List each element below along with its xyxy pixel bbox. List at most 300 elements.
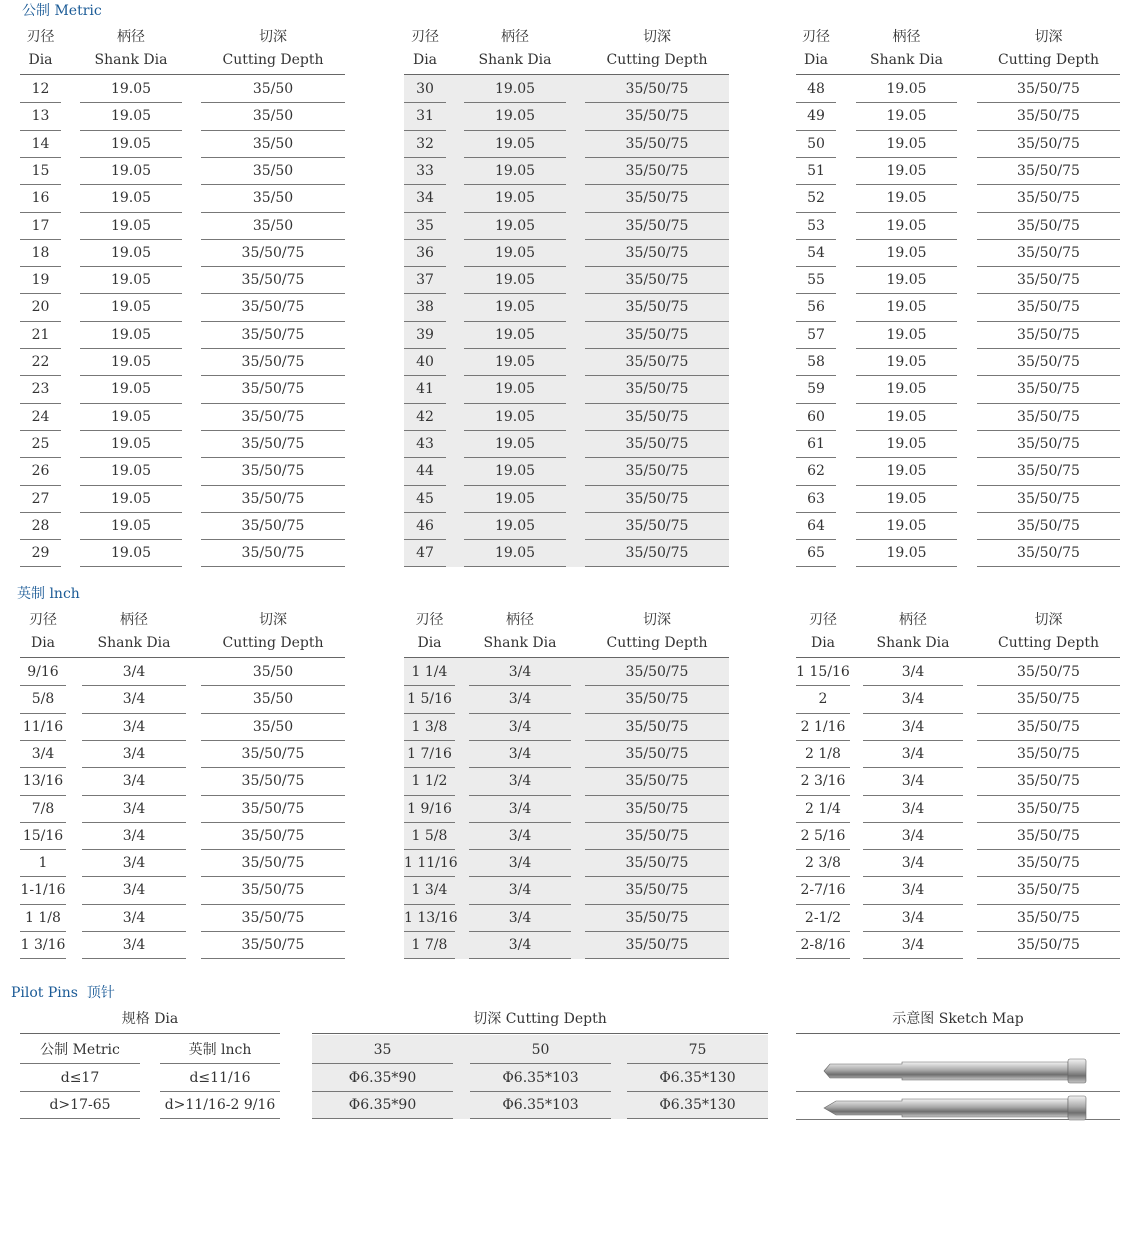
inch-cell-dia: 1 5/16 <box>407 691 452 708</box>
pilot-spec-header: 规格 Dia <box>121 1011 179 1027</box>
inch-cell-shank: 3/4 <box>901 664 925 680</box>
inch-cell-dia: 1 7/16 <box>407 745 452 762</box>
metric-cell-dia: 48 <box>807 81 825 97</box>
metric-header-dia-en: Dia <box>28 52 53 68</box>
metric-cell-shank: 19.05 <box>494 463 536 480</box>
inch-cell-depth: 35/50 <box>252 664 294 680</box>
inch-cell-shank: 3/4 <box>122 773 146 790</box>
inch-cell-dia: 1 5/8 <box>411 827 448 844</box>
inch-cell-shank: 3/4 <box>901 718 925 735</box>
inch-row-divider <box>977 958 1120 959</box>
pilot-row-depth-value: Φ6.35*130 <box>659 1070 736 1086</box>
inch-cell-depth: 35/50/75 <box>625 882 689 899</box>
inch-cell-dia: 1-1/16 <box>20 882 66 899</box>
metric-cell-depth: 35/50/75 <box>241 354 305 370</box>
metric-cell-depth: 35/50/75 <box>1017 435 1080 452</box>
inch-cell-dia: 2 1/8 <box>805 745 841 762</box>
pilot-row-metric: d≤17 <box>60 1070 100 1086</box>
pilot-section-title: Pilot Pins 顶针 <box>11 985 115 1001</box>
inch-cell-depth: 35/50/75 <box>625 855 689 872</box>
metric-cell-dia: 58 <box>807 354 825 370</box>
inch-cell-depth: 35/50/75 <box>1017 882 1080 899</box>
metric-cell-depth: 35/50/75 <box>1017 517 1080 534</box>
metric-cell-shank: 19.05 <box>886 162 927 179</box>
metric-header-rule <box>404 74 729 75</box>
metric-row-divider <box>856 566 957 567</box>
inch-cell-dia: 1 3/4 <box>411 882 448 899</box>
metric-cell-dia: 22 <box>31 354 50 370</box>
metric-cell-depth: 35/50/75 <box>241 435 305 452</box>
metric-cell-shank: 19.05 <box>494 190 536 207</box>
metric-header-depth-en: Cutting Depth <box>606 52 708 68</box>
metric-cell-dia: 57 <box>807 326 825 343</box>
metric-header-shank-cn: 柄径 <box>501 29 529 45</box>
inch-cell-shank: 3/4 <box>901 800 925 817</box>
inch-cell-depth: 35/50/75 <box>1017 745 1080 762</box>
metric-header-shank-cn: 柄径 <box>117 29 145 45</box>
metric-header-rule <box>796 74 1120 75</box>
metric-cell-shank: 19.05 <box>110 463 152 480</box>
metric-cell-depth: 35/50 <box>252 217 294 234</box>
metric-cell-dia: 49 <box>807 108 825 125</box>
inch-header-depth-en: Cutting Depth <box>606 635 708 651</box>
metric-cell-shank: 19.05 <box>494 490 536 507</box>
inch-cell-shank: 3/4 <box>122 691 146 708</box>
metric-cell-dia: 30 <box>416 81 434 97</box>
metric-cell-shank: 19.05 <box>494 108 536 125</box>
metric-cell-dia: 24 <box>31 408 50 425</box>
inch-cell-depth: 35/50/75 <box>241 882 305 899</box>
inch-cell-depth: 35/50/75 <box>1017 937 1080 953</box>
metric-cell-dia: 38 <box>416 299 434 316</box>
inch-cell-dia: 2 5/16 <box>800 827 846 844</box>
metric-cell-shank: 19.05 <box>110 381 152 398</box>
metric-cell-dia: 29 <box>31 545 50 562</box>
metric-cell-dia: 56 <box>807 299 825 316</box>
inch-cell-depth: 35/50/75 <box>241 800 305 817</box>
inch-cell-shank: 3/4 <box>901 882 925 899</box>
pilot-depth-col-header: 75 <box>688 1042 707 1058</box>
inch-cell-depth: 35/50/75 <box>1017 718 1080 735</box>
metric-cell-shank: 19.05 <box>886 326 927 343</box>
metric-cell-dia: 13 <box>31 108 50 125</box>
metric-cell-shank: 19.05 <box>886 354 927 370</box>
pilot-depth-col-header: 50 <box>531 1042 550 1058</box>
metric-cell-shank: 19.05 <box>494 162 536 179</box>
inch-cell-shank: 3/4 <box>901 745 925 762</box>
metric-cell-depth: 35/50/75 <box>625 435 689 452</box>
metric-cell-shank: 19.05 <box>110 272 152 289</box>
metric-cell-dia: 31 <box>416 108 434 125</box>
metric-header-depth-cn: 切深 <box>1034 29 1063 45</box>
pilot-row-divider <box>470 1118 611 1119</box>
metric-cell-shank: 19.05 <box>886 435 927 452</box>
inch-header-shank-en: Shank Dia <box>483 635 557 651</box>
metric-cell-dia: 26 <box>31 463 50 480</box>
metric-cell-dia: 42 <box>416 408 434 425</box>
inch-cell-shank: 3/4 <box>122 937 146 953</box>
inch-cell-shank: 3/4 <box>122 800 146 817</box>
metric-cell-depth: 35/50/75 <box>1017 545 1080 562</box>
metric-cell-depth: 35/50/75 <box>241 463 305 480</box>
metric-cell-shank: 19.05 <box>110 108 152 125</box>
metric-cell-shank: 19.05 <box>110 244 152 261</box>
metric-cell-dia: 46 <box>416 517 434 534</box>
inch-header-rule <box>404 657 729 658</box>
metric-cell-dia: 36 <box>416 244 434 261</box>
pilot-depth-col-rule <box>470 1063 611 1064</box>
inch-cell-dia: 1 1/8 <box>25 909 61 926</box>
metric-cell-shank: 19.05 <box>494 545 536 562</box>
metric-cell-dia: 59 <box>807 381 825 398</box>
metric-row-divider <box>20 566 61 567</box>
metric-cell-dia: 62 <box>807 463 825 480</box>
inch-cell-dia: 2 3/8 <box>805 855 841 872</box>
inch-cell-dia: 1 <box>38 855 48 872</box>
inch-cell-shank: 3/4 <box>508 882 532 899</box>
inch-cell-dia: 1 13/16 <box>404 909 458 926</box>
metric-cell-dia: 47 <box>416 545 434 562</box>
metric-cell-shank: 19.05 <box>110 545 152 562</box>
metric-cell-shank: 19.05 <box>886 408 927 425</box>
inch-section-title: 英制 lnch <box>17 586 80 602</box>
metric-cell-dia: 18 <box>31 244 50 261</box>
inch-row-divider <box>201 958 345 959</box>
inch-row-divider <box>863 958 963 959</box>
metric-cell-depth: 35/50/75 <box>1017 326 1080 343</box>
inch-cell-shank: 3/4 <box>901 937 925 953</box>
inch-cell-shank: 3/4 <box>122 664 146 680</box>
metric-cell-dia: 41 <box>416 381 434 398</box>
metric-cell-shank: 19.05 <box>886 299 927 316</box>
metric-cell-depth: 35/50 <box>252 81 294 97</box>
metric-cell-dia: 45 <box>416 490 434 507</box>
metric-cell-depth: 35/50/75 <box>1017 244 1080 261</box>
metric-cell-depth: 35/50/75 <box>625 135 689 152</box>
inch-cell-dia: 9/16 <box>27 664 59 680</box>
metric-cell-shank: 19.05 <box>110 326 152 343</box>
inch-cell-depth: 35/50/75 <box>625 800 689 817</box>
metric-cell-shank: 19.05 <box>886 217 927 234</box>
metric-cell-dia: 60 <box>807 408 825 425</box>
pilot-row-depth-value: Φ6.35*103 <box>502 1097 579 1113</box>
pilot-row-depth-value: Φ6.35*103 <box>502 1070 579 1086</box>
pilot-metric-header-rule <box>20 1063 140 1064</box>
pilot-inch-header: 英制 lnch <box>188 1042 252 1058</box>
metric-header-depth-cn: 切深 <box>643 29 671 45</box>
metric-cell-dia: 16 <box>31 190 50 207</box>
pilot-row-divider <box>312 1118 453 1119</box>
metric-cell-depth: 35/50/75 <box>625 108 689 125</box>
metric-cell-shank: 19.05 <box>110 299 152 316</box>
metric-cell-depth: 35/50 <box>252 190 294 207</box>
inch-cell-depth: 35/50/75 <box>625 664 689 680</box>
inch-cell-depth: 35/50/75 <box>241 937 305 953</box>
pilot-depth-rule <box>312 1033 768 1034</box>
inch-cell-shank: 3/4 <box>122 745 146 762</box>
inch-cell-dia: 7/8 <box>31 800 55 817</box>
inch-cell-depth: 35/50/75 <box>1017 664 1080 680</box>
inch-cell-shank: 3/4 <box>508 773 532 790</box>
inch-cell-dia: 1 3/16 <box>20 937 66 953</box>
metric-row-divider <box>404 566 446 567</box>
inch-header-shank-en: Shank Dia <box>876 635 950 651</box>
metric-cell-depth: 35/50/75 <box>625 517 689 534</box>
inch-cell-shank: 3/4 <box>508 664 532 680</box>
metric-cell-dia: 27 <box>31 490 50 507</box>
inch-cell-dia: 2 1/16 <box>800 718 846 735</box>
inch-cell-shank: 3/4 <box>122 909 146 926</box>
metric-cell-depth: 35/50/75 <box>1017 162 1080 179</box>
metric-cell-shank: 19.05 <box>886 81 927 97</box>
metric-cell-shank: 19.05 <box>494 354 536 370</box>
inch-header-dia-cn: 刃径 <box>29 612 57 628</box>
inch-cell-depth: 35/50/75 <box>241 909 305 926</box>
inch-cell-shank: 3/4 <box>122 827 146 844</box>
metric-header-depth-en: Cutting Depth <box>222 52 324 68</box>
metric-cell-depth: 35/50/75 <box>241 381 305 398</box>
metric-cell-depth: 35/50/75 <box>241 408 305 425</box>
metric-cell-depth: 35/50/75 <box>625 490 689 507</box>
inch-cell-shank: 3/4 <box>508 909 532 926</box>
pilot-sketch-rule <box>796 1033 1120 1034</box>
inch-cell-dia: 1 11/16 <box>404 855 458 872</box>
metric-cell-depth: 35/50/75 <box>625 299 689 316</box>
inch-cell-shank: 3/4 <box>122 855 146 872</box>
inch-header-depth-en: Cutting Depth <box>997 635 1099 651</box>
inch-cell-depth: 35/50/75 <box>625 691 689 708</box>
metric-cell-depth: 35/50/75 <box>241 545 305 562</box>
inch-cell-dia: 15/16 <box>22 827 64 844</box>
inch-cell-dia: 1 7/8 <box>411 937 448 953</box>
metric-cell-depth: 35/50/75 <box>241 490 305 507</box>
metric-section-title: 公制 Metric <box>22 3 102 19</box>
metric-cell-depth: 35/50/75 <box>1017 135 1080 152</box>
metric-header-rule <box>20 74 345 75</box>
metric-cell-dia: 55 <box>807 272 825 289</box>
metric-cell-shank: 19.05 <box>494 381 536 398</box>
pilot-depth-col-header: 35 <box>373 1042 392 1058</box>
pilot-sketch-mid-rule <box>796 1091 1120 1092</box>
metric-cell-dia: 44 <box>416 463 434 480</box>
metric-cell-dia: 34 <box>416 190 434 207</box>
metric-cell-depth: 35/50/75 <box>625 244 689 261</box>
metric-cell-depth: 35/50/75 <box>1017 463 1080 480</box>
metric-cell-dia: 37 <box>416 272 434 289</box>
inch-cell-shank: 3/4 <box>508 827 532 844</box>
inch-cell-depth: 35/50/75 <box>625 718 689 735</box>
inch-row-divider <box>796 958 850 959</box>
metric-cell-shank: 19.05 <box>110 135 152 152</box>
metric-cell-dia: 54 <box>807 244 825 261</box>
metric-cell-depth: 35/50/75 <box>1017 354 1080 370</box>
inch-cell-dia: 1 3/8 <box>411 718 448 735</box>
pilot-row-divider <box>627 1118 768 1119</box>
metric-cell-shank: 19.05 <box>110 517 152 534</box>
inch-cell-depth: 35/50/75 <box>1017 909 1080 926</box>
inch-cell-shank: 3/4 <box>508 800 532 817</box>
pilot-sketch-header: 示意图 Sketch Map <box>892 1011 1024 1027</box>
metric-cell-depth: 35/50/75 <box>1017 81 1080 97</box>
inch-cell-depth: 35/50/75 <box>241 827 305 844</box>
metric-cell-shank: 19.05 <box>886 244 927 261</box>
metric-cell-shank: 19.05 <box>494 272 536 289</box>
inch-cell-shank: 3/4 <box>508 937 532 953</box>
metric-cell-depth: 35/50/75 <box>1017 217 1080 234</box>
metric-cell-shank: 19.05 <box>110 190 152 207</box>
metric-cell-depth: 35/50/75 <box>625 463 689 480</box>
metric-header-dia-cn: 刃径 <box>802 29 830 45</box>
inch-cell-dia: 13/16 <box>22 773 64 790</box>
metric-cell-depth: 35/50/75 <box>625 354 689 370</box>
pilot-row-depth-value: Φ6.35*90 <box>348 1097 417 1113</box>
inch-cell-dia: 1 1/2 <box>411 773 448 790</box>
metric-cell-shank: 19.05 <box>494 517 536 534</box>
inch-cell-shank: 3/4 <box>901 691 925 708</box>
metric-cell-shank: 19.05 <box>886 463 927 480</box>
metric-cell-depth: 35/50/75 <box>1017 272 1080 289</box>
inch-cell-shank: 3/4 <box>122 882 146 899</box>
metric-cell-shank: 19.05 <box>494 135 536 152</box>
inch-row-divider <box>20 958 66 959</box>
inch-cell-shank: 3/4 <box>508 745 532 762</box>
metric-cell-dia: 15 <box>31 162 50 179</box>
inch-row-divider <box>82 958 186 959</box>
metric-cell-dia: 40 <box>416 354 434 370</box>
metric-cell-depth: 35/50/75 <box>625 545 689 562</box>
metric-cell-dia: 61 <box>807 435 825 452</box>
metric-cell-dia: 12 <box>31 81 50 97</box>
inch-cell-dia: 2-8/16 <box>800 937 846 953</box>
inch-header-dia-en: Dia <box>417 635 442 651</box>
pilot-depth-col-rule <box>312 1063 453 1064</box>
inch-row-divider <box>404 958 455 959</box>
metric-cell-shank: 19.05 <box>886 517 927 534</box>
metric-cell-dia: 28 <box>31 517 50 534</box>
inch-cell-shank: 3/4 <box>508 855 532 872</box>
inch-cell-depth: 35/50/75 <box>241 855 305 872</box>
metric-cell-shank: 19.05 <box>110 435 152 452</box>
metric-cell-dia: 20 <box>31 299 50 316</box>
metric-cell-shank: 19.05 <box>110 490 152 507</box>
inch-header-depth-cn: 切深 <box>259 612 287 628</box>
inch-cell-shank: 3/4 <box>901 855 925 872</box>
pilot-metric-header: 公制 Metric <box>40 1042 120 1058</box>
metric-cell-dia: 23 <box>31 381 50 398</box>
metric-cell-shank: 19.05 <box>110 81 152 97</box>
metric-cell-depth: 35/50 <box>252 162 294 179</box>
metric-cell-depth: 35/50/75 <box>241 272 305 289</box>
metric-header-dia-en: Dia <box>412 52 438 68</box>
inch-cell-dia: 2 1/4 <box>805 800 841 817</box>
inch-cell-depth: 35/50/75 <box>625 937 689 953</box>
metric-cell-depth: 35/50/75 <box>241 326 305 343</box>
inch-header-rule <box>796 657 1120 658</box>
metric-cell-dia: 64 <box>807 517 825 534</box>
inch-cell-dia: 2-1/2 <box>804 909 842 926</box>
inch-row-divider <box>469 958 571 959</box>
metric-cell-dia: 39 <box>416 326 434 343</box>
pilot-row-inch: d≤11/16 <box>189 1070 251 1086</box>
inch-header-dia-en: Dia <box>30 635 56 651</box>
metric-cell-shank: 19.05 <box>110 354 152 370</box>
inch-cell-depth: 35/50/75 <box>1017 691 1080 708</box>
metric-cell-dia: 43 <box>416 435 434 452</box>
inch-cell-depth: 35/50/75 <box>625 773 689 790</box>
metric-cell-shank: 19.05 <box>886 108 927 125</box>
pilot-depth-col-rule <box>627 1063 768 1064</box>
inch-header-depth-cn: 切深 <box>1034 612 1063 628</box>
metric-cell-shank: 19.05 <box>110 408 152 425</box>
inch-cell-dia: 1 15/16 <box>796 664 850 680</box>
metric-cell-depth: 35/50/75 <box>1017 108 1080 125</box>
inch-cell-depth: 35/50/75 <box>1017 773 1080 790</box>
inch-cell-dia: 2 <box>818 691 828 708</box>
metric-header-dia-en: Dia <box>803 52 829 68</box>
metric-cell-shank: 19.05 <box>886 135 927 152</box>
inch-cell-dia: 2-7/16 <box>800 882 846 899</box>
metric-cell-depth: 35/50/75 <box>1017 190 1080 207</box>
metric-cell-dia: 35 <box>416 217 434 234</box>
metric-header-dia-cn: 刃径 <box>411 29 439 45</box>
pilot-row-depth-value: Φ6.35*90 <box>348 1070 417 1086</box>
inch-cell-depth: 35/50/75 <box>1017 855 1080 872</box>
metric-cell-shank: 19.05 <box>494 408 536 425</box>
inch-cell-depth: 35/50/75 <box>625 745 689 762</box>
metric-header-shank-en: Shank Dia <box>870 52 943 68</box>
inch-header-shank-cn: 柄径 <box>506 612 534 628</box>
metric-cell-shank: 19.05 <box>886 190 927 207</box>
inch-header-shank-en: Shank Dia <box>97 635 171 651</box>
metric-header-shank-en: Shank Dia <box>94 52 168 68</box>
metric-cell-dia: 65 <box>807 545 825 562</box>
pilot-row-depth-value: Φ6.35*130 <box>659 1097 736 1113</box>
pilot-inch-header-rule <box>160 1063 280 1064</box>
inch-cell-depth: 35/50/75 <box>1017 800 1080 817</box>
metric-row-divider <box>201 566 345 567</box>
metric-cell-depth: 35/50/75 <box>241 244 305 261</box>
metric-cell-shank: 19.05 <box>494 299 536 316</box>
metric-cell-shank: 19.05 <box>886 545 927 562</box>
metric-header-depth-en: Cutting Depth <box>997 52 1099 68</box>
metric-cell-dia: 52 <box>807 190 825 207</box>
inch-header-shank-cn: 柄径 <box>899 612 927 628</box>
inch-cell-shank: 3/4 <box>122 718 146 735</box>
metric-header-dia-cn: 刃径 <box>26 29 55 45</box>
metric-cell-shank: 19.05 <box>494 326 536 343</box>
metric-cell-shank: 19.05 <box>494 81 536 97</box>
metric-cell-dia: 17 <box>31 217 50 234</box>
pilot-pin-short-image <box>820 1095 1090 1121</box>
inch-header-depth-en: Cutting Depth <box>222 635 324 651</box>
metric-cell-depth: 35/50/75 <box>625 81 689 97</box>
inch-header-dia-cn: 刃径 <box>415 612 444 628</box>
metric-cell-shank: 19.05 <box>110 217 152 234</box>
metric-cell-dia: 50 <box>807 135 825 152</box>
inch-cell-shank: 3/4 <box>508 718 532 735</box>
inch-cell-dia: 1 1/4 <box>411 664 448 680</box>
metric-cell-shank: 19.05 <box>886 272 927 289</box>
metric-cell-shank: 19.05 <box>494 244 536 261</box>
inch-cell-shank: 3/4 <box>508 691 532 708</box>
metric-cell-depth: 35/50/75 <box>1017 408 1080 425</box>
metric-row-divider <box>585 566 729 567</box>
inch-cell-shank: 3/4 <box>901 909 925 926</box>
metric-header-shank-cn: 柄径 <box>892 29 921 45</box>
metric-cell-depth: 35/50/75 <box>241 299 305 316</box>
inch-row-divider <box>585 958 729 959</box>
metric-cell-depth: 35/50/75 <box>625 326 689 343</box>
